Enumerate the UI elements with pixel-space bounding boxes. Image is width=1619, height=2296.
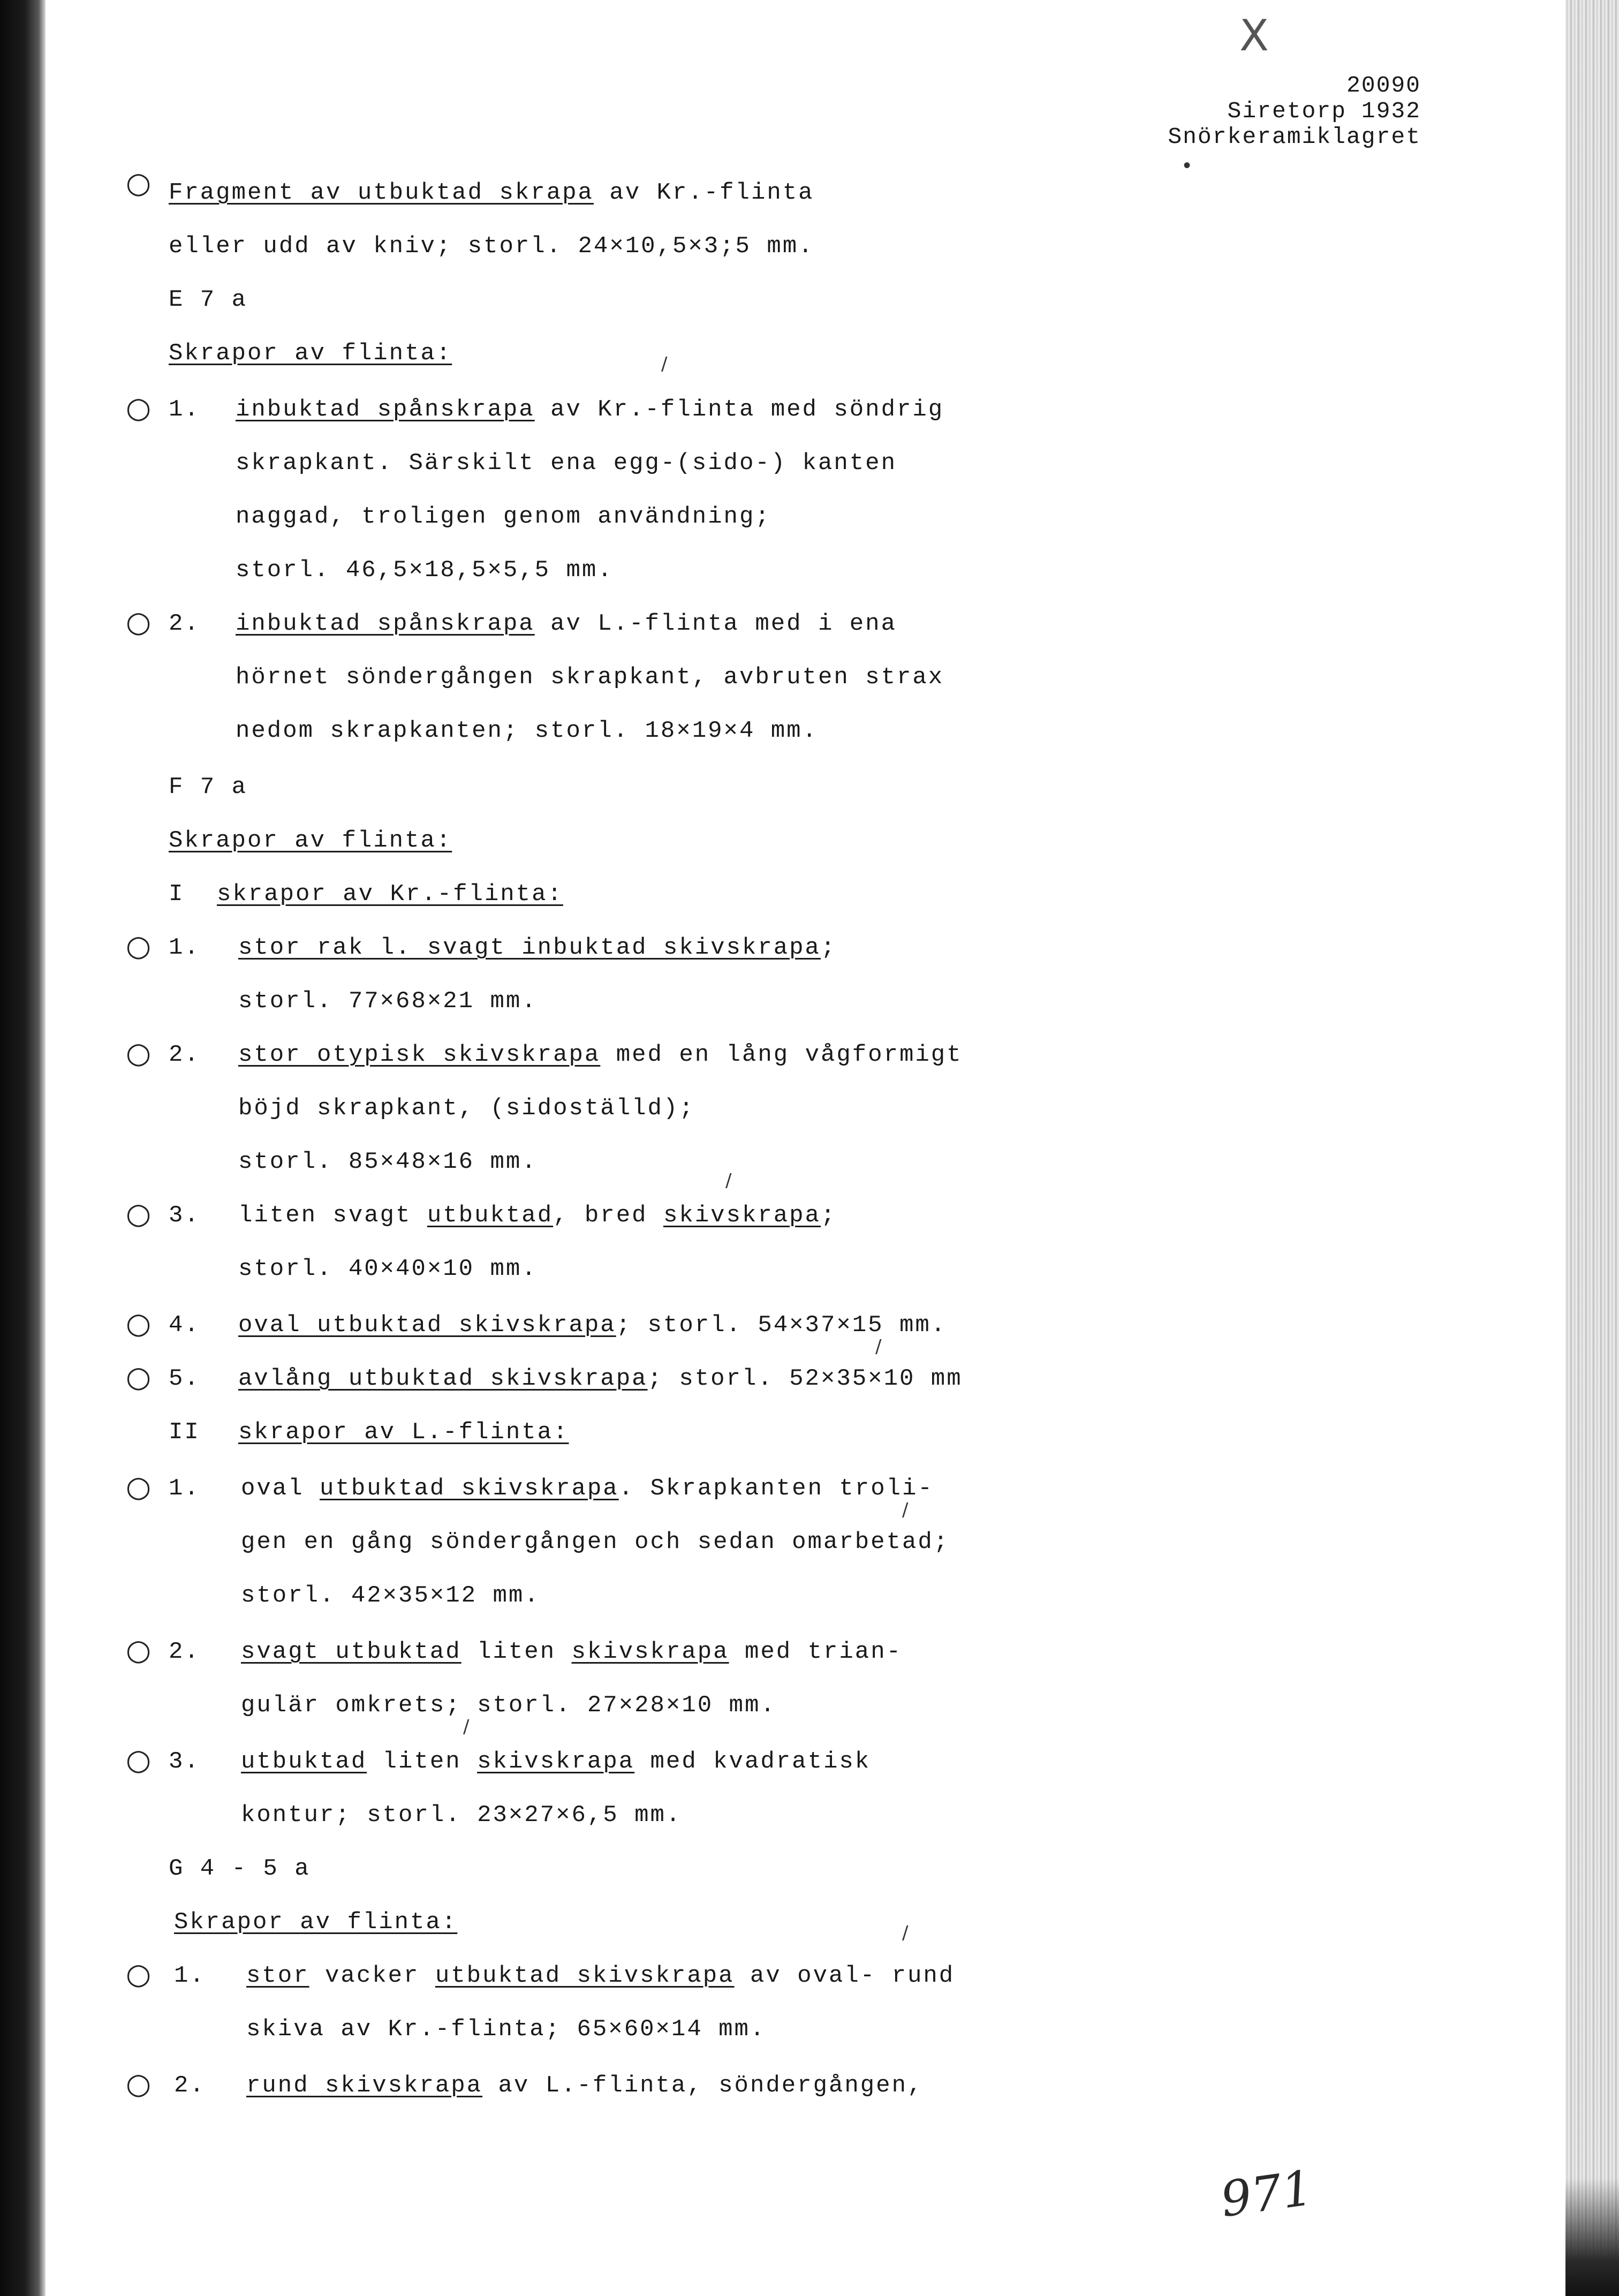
section-e7a: E 7 a <box>169 286 248 313</box>
catalogue-number: 20090 <box>1346 72 1421 99</box>
f7a-II-item-1-line-3: storl. 42×35×12 mm. <box>241 1582 540 1609</box>
f7a-group-II-label: skrapor av L.-flinta: <box>238 1419 569 1446</box>
page-stack-shadow <box>1565 2178 1619 2296</box>
tick-mark: / <box>902 1499 909 1521</box>
document-page <box>46 0 1565 2296</box>
margin-circle-mark: ○ <box>126 605 152 639</box>
margin-circle-mark: ○ <box>126 391 152 425</box>
margin-circle-mark: ○ <box>126 1306 152 1340</box>
f7a-II-item-3-line-2: kontur; storl. 23×27×6,5 mm. <box>241 1802 682 1829</box>
f7a-I-item-2-line-2: böjd skrapkant, (sidoställd); <box>238 1095 695 1122</box>
f7a-II-item-3-number: 3. <box>169 1748 200 1775</box>
f7a-II-item-2-line-2: gulär omkrets; storl. 27×28×10 mm. <box>241 1692 776 1719</box>
e7a-item-1-line-4: storl. 46,5×18,5×5,5 mm. <box>236 557 614 584</box>
f7a-II-item-1-number: 1. <box>169 1475 200 1502</box>
tick-mark: / <box>725 1170 732 1191</box>
f7a-group-I-number: I <box>169 881 185 908</box>
e7a-item-1-line-3: naggad, troligen genom användning; <box>236 503 771 530</box>
f7a-I-item-1-line-1: stor rak l. svagt inbuktad skivskrapa; <box>238 934 837 961</box>
tick-mark: / <box>875 1336 882 1357</box>
e7a-item-2-line-1: inbuktad spånskrapa av L.-flinta med i ena <box>236 610 897 637</box>
handwritten-page-number: 971 <box>1217 2159 1317 2229</box>
f7a-I-item-2-number: 2. <box>169 1041 200 1068</box>
f7a-I-item-3-line-1: liten svagt utbuktad, bred skivskrapa; <box>238 1202 837 1229</box>
margin-circle-mark: ○ <box>126 1197 152 1230</box>
f7a-I-item-5-line-1: avlång utbuktad skivskrapa; storl. 52×35×10 mm <box>238 1365 963 1392</box>
layer-name: Snörkeramiklagret <box>1168 124 1421 150</box>
tick-mark: / <box>902 1922 909 1944</box>
f7a-I-item-4-number: 4. <box>169 1312 200 1339</box>
margin-circle-mark: ○ <box>126 166 152 200</box>
section-f7a: F 7 a <box>169 774 248 800</box>
fragment-line-1: Fragment av utbuktad skrapa av Kr.-flinta <box>169 179 814 206</box>
margin-circle-mark: ○ <box>126 1743 152 1777</box>
f7a-I-item-2-line-1: stor otypisk skivskrapa med en lång vågformigt <box>238 1041 963 1068</box>
f7a-I-item-1-line-2: storl. 77×68×21 mm. <box>238 988 538 1015</box>
e7a-item-1-line-1: inbuktad spånskrapa av Kr.-flinta med söndrig <box>236 396 944 423</box>
g45a-item-1-line-2: skiva av Kr.-flinta; 65×60×14 mm. <box>246 2016 766 2043</box>
ink-dot: • <box>1181 155 1194 179</box>
f7a-I-item-5-number: 5. <box>169 1365 200 1392</box>
g45a-item-1-number: 1. <box>174 1962 206 1989</box>
tick-mark: / <box>463 1716 470 1738</box>
margin-circle-mark: ○ <box>126 1470 152 1504</box>
f7a-I-item-4-line-1: oval utbuktad skivskrapa; storl. 54×37×15 mm. <box>238 1312 947 1339</box>
f7a-I-item-3-number: 3. <box>169 1202 200 1229</box>
fragment-line-2: eller udd av kniv; storl. 24×10,5×3;5 mm. <box>169 233 814 260</box>
corner-x-mark: X <box>1239 11 1269 61</box>
margin-circle-mark: ○ <box>126 1360 152 1394</box>
f7a-I-item-3-line-2: storl. 40×40×10 mm. <box>238 1256 538 1282</box>
g45a-item-1-line-1: stor vacker utbuktad skivskrapa av oval- rund <box>246 1962 955 1989</box>
f7a-group-I-label: skrapor av Kr.-flinta: <box>217 881 563 908</box>
site-and-year: Siretorp 1932 <box>1227 98 1421 124</box>
f7a-II-item-1-line-2: gen en gång söndergången och sedan omarbetad; <box>241 1529 950 1555</box>
f7a-group-II-number: II <box>169 1419 200 1446</box>
f7a-II-item-3-line-1: utbuktad liten skivskrapa med kvadratisk <box>241 1748 871 1775</box>
e7a-heading: Skrapor av flinta: <box>169 340 452 367</box>
margin-circle-mark: ○ <box>126 1633 152 1667</box>
e7a-item-2-line-2: hörnet söndergången skrapkant, avbruten strax <box>236 664 944 691</box>
book-binding-edge <box>0 0 46 2296</box>
f7a-II-item-1-line-1: oval utbuktad skivskrapa. Skrapkanten troli- <box>241 1475 934 1502</box>
e7a-item-2-line-3: nedom skrapkanten; storl. 18×19×4 mm. <box>236 718 818 744</box>
g45a-item-2-number: 2. <box>174 2072 206 2099</box>
margin-circle-mark: ○ <box>126 2067 152 2101</box>
f7a-II-item-2-line-1: svagt utbuktad liten skivskrapa med trian- <box>241 1638 903 1665</box>
f7a-I-item-1-number: 1. <box>169 934 200 961</box>
e7a-item-2-number: 2. <box>169 610 200 637</box>
g45a-item-2-line-1: rund skivskrapa av L.-flinta, söndergången, <box>246 2072 924 2099</box>
f7a-I-item-2-line-3: storl. 85×48×16 mm. <box>238 1149 538 1175</box>
g45a-heading: Skrapor av flinta: <box>174 1909 458 1936</box>
f7a-II-item-2-number: 2. <box>169 1638 200 1665</box>
tick-mark: / <box>661 353 668 375</box>
page-stack-edge <box>1565 0 1619 2296</box>
margin-circle-mark: ○ <box>126 929 152 963</box>
e7a-item-1-number: 1. <box>169 396 200 423</box>
e7a-item-1-line-2: skrapkant. Särskilt ena egg-(sido-) kanten <box>236 450 897 477</box>
f7a-heading: Skrapor av flinta: <box>169 827 452 854</box>
section-g45a: G 4 - 5 a <box>169 1855 311 1882</box>
margin-circle-mark: ○ <box>126 1036 152 1070</box>
margin-circle-mark: ○ <box>126 1957 152 1991</box>
